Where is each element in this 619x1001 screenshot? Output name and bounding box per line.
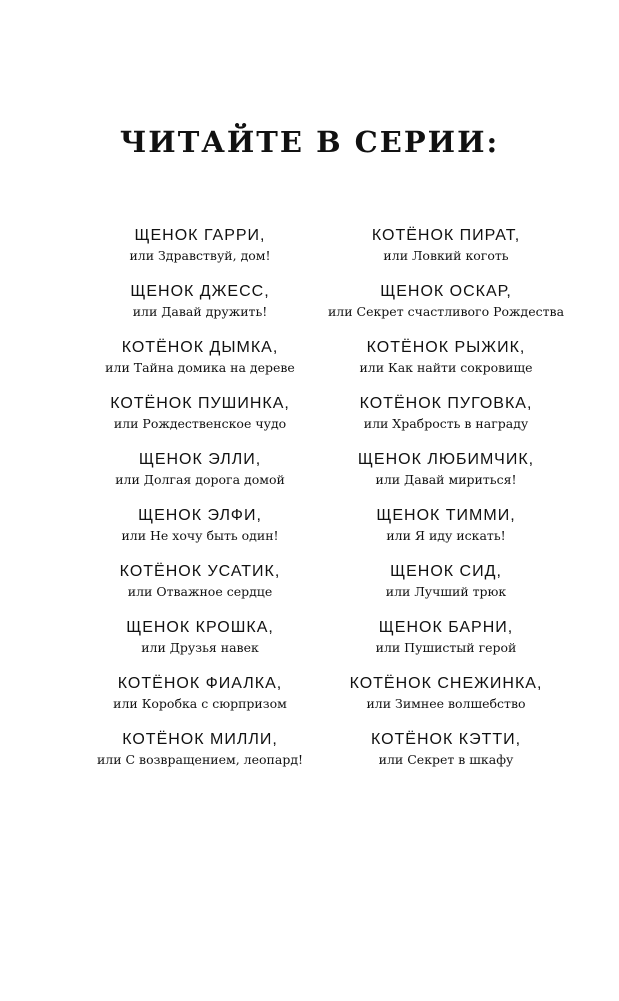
- book-title: ЩЕНОК КРОШКА,: [126, 619, 274, 636]
- book-title: КОТЁНОК РЫЖИК,: [366, 339, 526, 356]
- book-title: КОТЁНОК ДЫМКА,: [121, 339, 279, 356]
- book-subtitle: или Ловкий коготь: [383, 248, 509, 263]
- book-title: ЩЕНОК ДЖЕСС,: [130, 283, 270, 300]
- book-subtitle: или Рождественское чудо: [113, 416, 287, 431]
- book-subtitle: или Не хочу быть один!: [121, 528, 279, 543]
- book-subtitle: или Друзья навек: [141, 640, 259, 655]
- book-title: КОТЁНОК МИЛЛИ,: [122, 731, 278, 748]
- book-entry: [301, 729, 591, 785]
- book-title: ЩЕНОК ЭЛФИ,: [138, 507, 262, 524]
- book-subtitle: или Здравствуй, дом!: [129, 248, 271, 263]
- book-subtitle: или Секрет в шкафу: [378, 752, 514, 767]
- book-entry: [301, 673, 591, 729]
- book-subtitle: или Давай дружить!: [132, 304, 268, 319]
- book-title: ЩЕНОК ЛЮБИМЧИК,: [357, 451, 535, 468]
- book-subtitle: или Лучший трюк: [385, 584, 507, 599]
- book-entry: [301, 561, 591, 617]
- book-title: КОТЁНОК ФИАЛКА,: [117, 675, 283, 692]
- book-entry: [301, 337, 591, 393]
- book-title: ЩЕНОК СИД,: [390, 563, 502, 580]
- book-subtitle: или Я иду искать!: [386, 528, 506, 543]
- book-title: ЩЕНОК ГАРРИ,: [134, 227, 266, 244]
- book-entry: [301, 281, 591, 337]
- book-subtitle: или Тайна домика на дереве: [105, 360, 295, 375]
- book-entry: [301, 505, 591, 561]
- book-subtitle: или Коробка с сюрпризом: [113, 696, 287, 711]
- book-entry: [301, 225, 591, 281]
- book-subtitle: или Пушистый герой: [375, 640, 517, 655]
- book-title: КОТЁНОК ПУШИНКА,: [110, 395, 290, 412]
- page-heading: ЧИТАЙТЕ В СЕРИИ:: [119, 125, 500, 159]
- book-subtitle: или Зимнее волшебство: [366, 696, 526, 711]
- book-title: КОТЁНОК КЭТТИ,: [370, 731, 522, 748]
- book-title: КОТЁНОК УСАТИК,: [119, 563, 281, 580]
- right-column-list: [301, 225, 591, 785]
- book-title: КОТЁНОК ПИРАТ,: [371, 227, 521, 244]
- book-title: ЩЕНОК БАРНИ,: [378, 619, 514, 636]
- book-subtitle: или Храбрость в награду: [363, 416, 529, 431]
- book-subtitle: или Как найти сокровище: [359, 360, 533, 375]
- book-title: КОТЁНОК СНЕЖИНКА,: [349, 675, 543, 692]
- book-subtitle: или Отважное сердце: [127, 584, 273, 599]
- book-title: ЩЕНОК ЭЛЛИ,: [138, 451, 262, 468]
- book-subtitle: или Секрет счастливого Рождества: [327, 304, 565, 319]
- book-title: ЩЕНОК ОСКАР,: [380, 283, 512, 300]
- book-entry: [301, 393, 591, 449]
- book-title: ЩЕНОК ТИММИ,: [376, 507, 516, 524]
- book-entry: [301, 449, 591, 505]
- book-entry: [301, 617, 591, 673]
- book-subtitle: или С возвращением, леопард!: [96, 752, 304, 767]
- book-subtitle: или Долгая дорога домой: [115, 472, 285, 487]
- book-subtitle: или Давай мириться!: [375, 472, 517, 487]
- book-title: КОТЁНОК ПУГОВКА,: [359, 395, 533, 412]
